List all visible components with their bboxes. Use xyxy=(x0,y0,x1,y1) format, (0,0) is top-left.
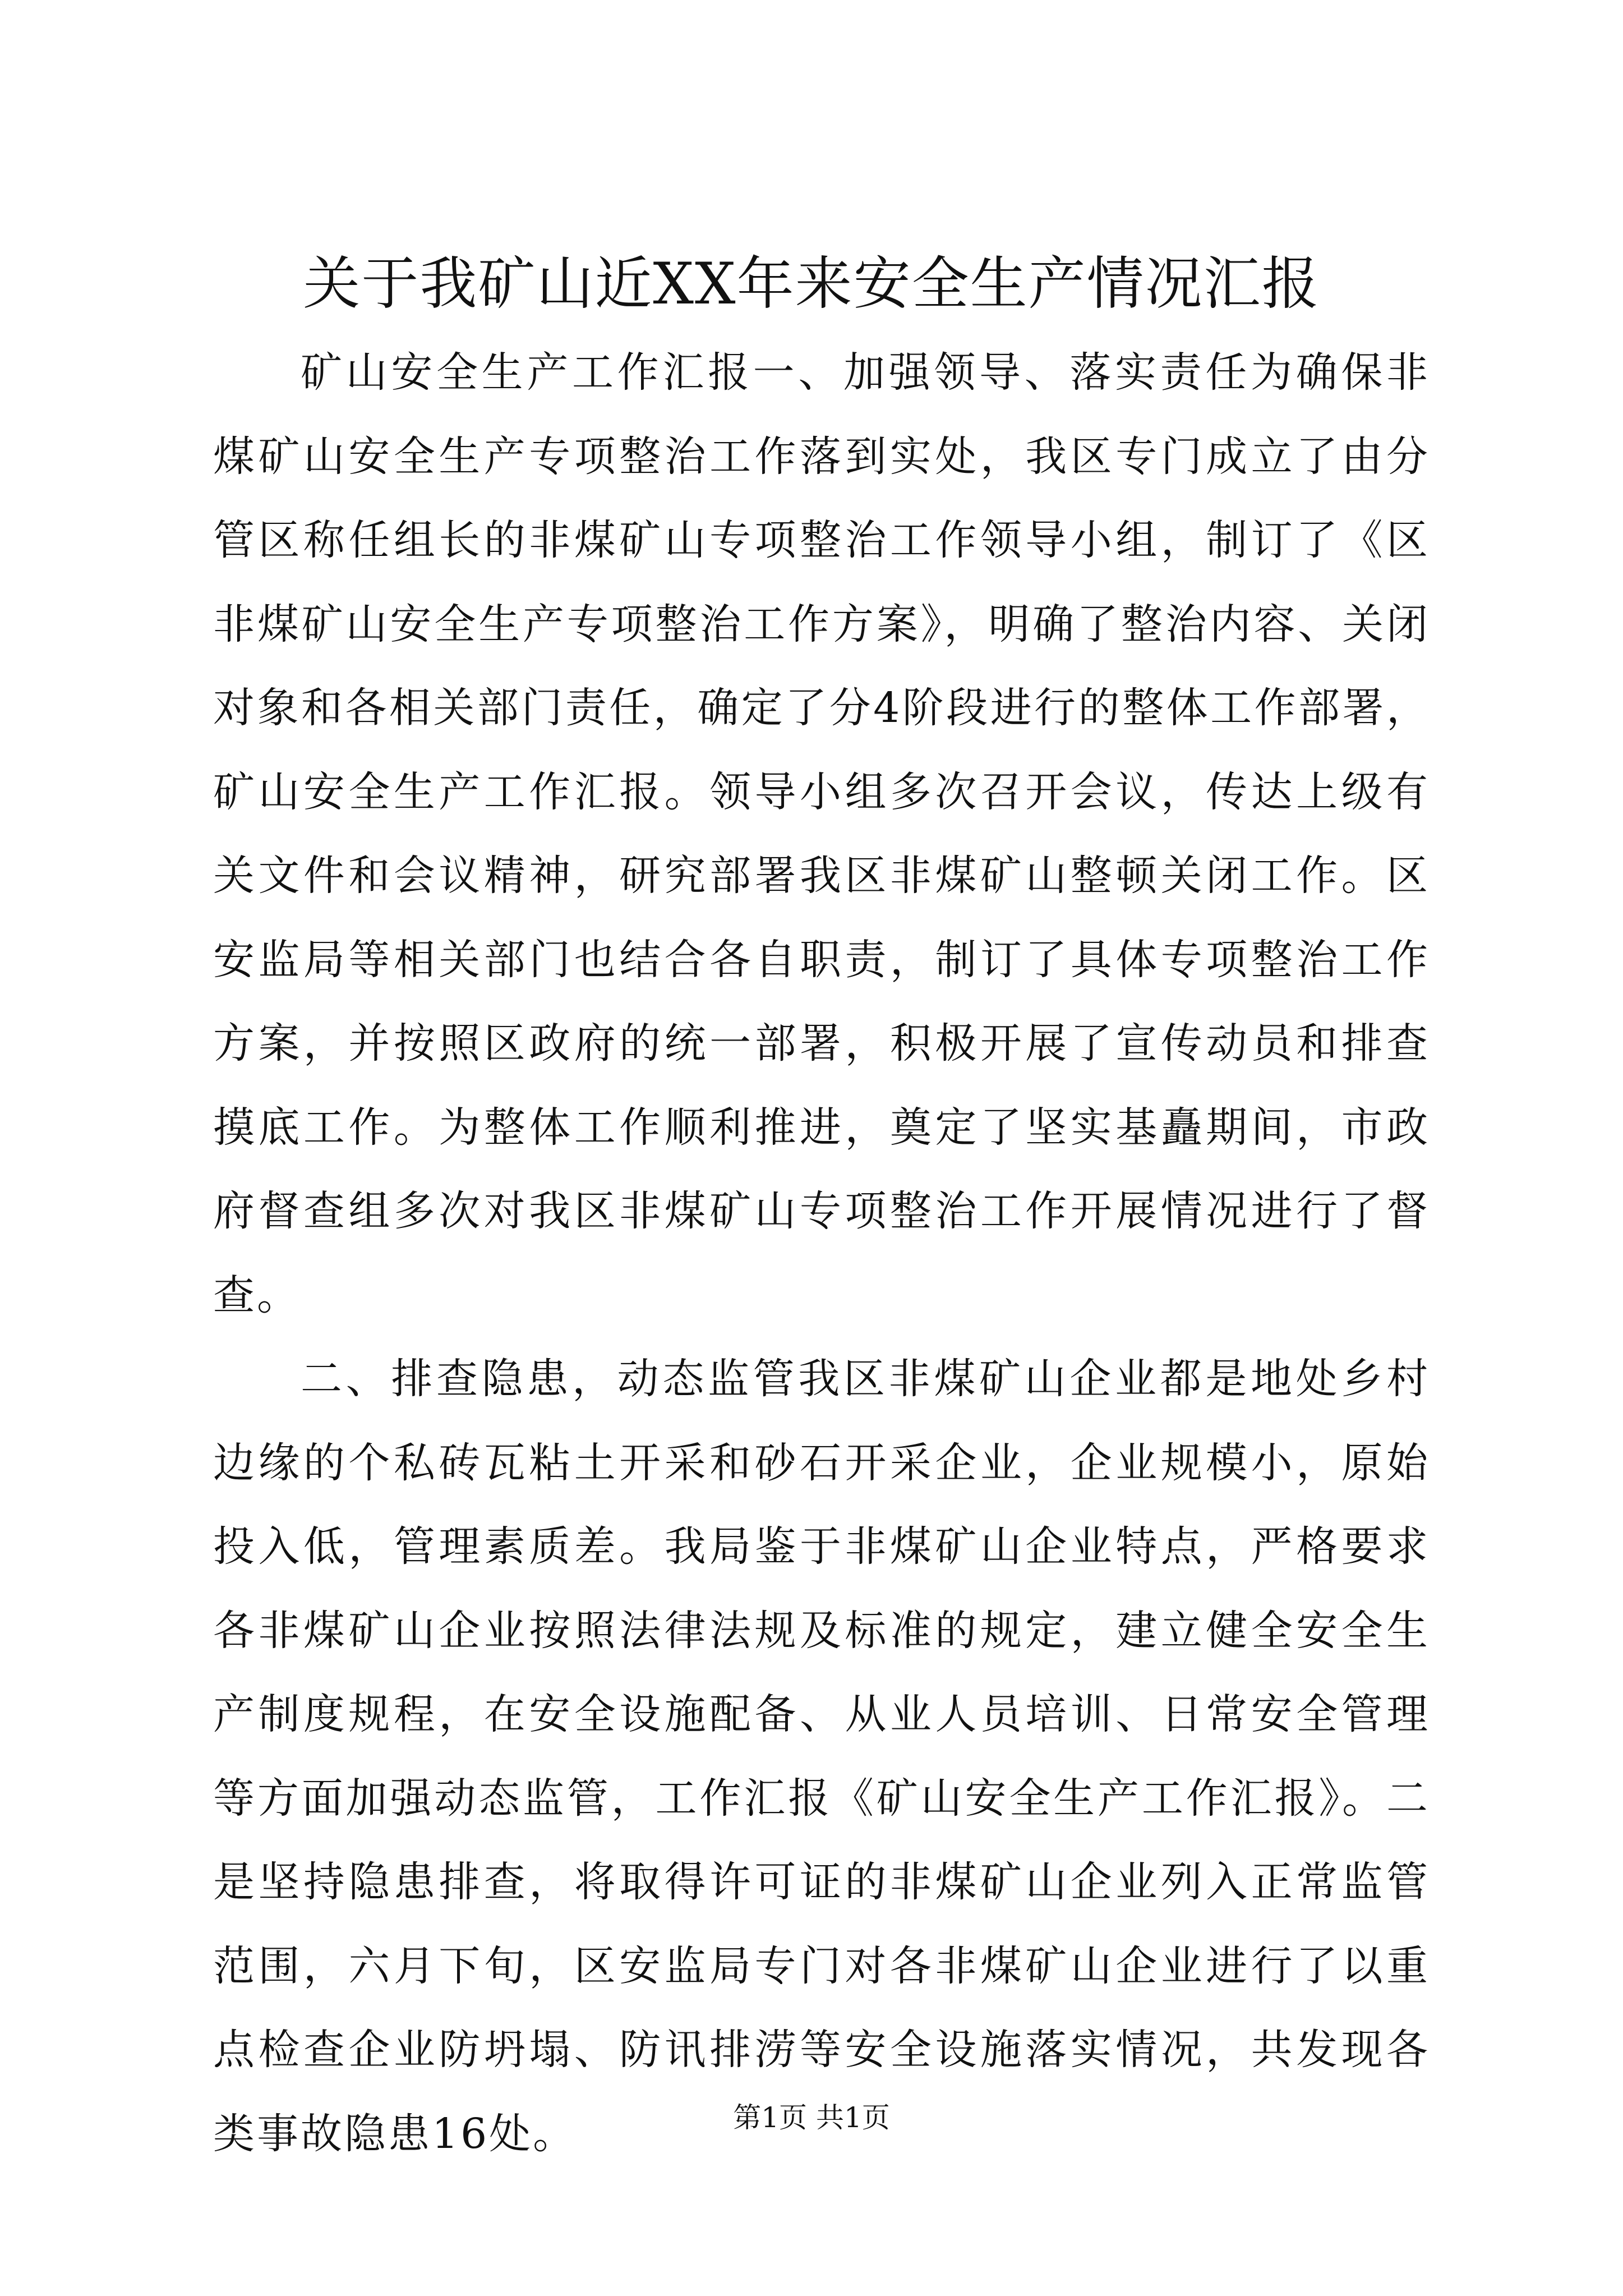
document-title: 关于我矿山近XX年来安全生产情况汇报 xyxy=(303,251,1320,318)
document-body xyxy=(213,331,1430,2176)
body-paragraph-1: 矿山安全生产工作汇报一、加强领导、落实责任为确保非煤矿山安全生产专项整治工作落到实处，我区专门成立了由分管区称任组长的非煤矿山专项整治工作领导小组，制订了《区非煤矿山安全生产专项整治工作方案》，明确了整治内容、关闭对象和各相关部门责任，确定了分4阶段进行的整体工作部署，矿山安全生产工作汇报。领导小组多次召开会议，传达上级有关文件和会议精神，研究部署我区非煤矿山整顿关闭工作。区安监局等相关部门也结合各自职责，制订了具体专项整治工作方案，并按照区政府的统一部署，积极开展了宣传动员和排查摸底工作。为整体工作顺利推进，奠定了坚实基矗期间，市政府督查组多次对我区非煤矿山专项整治工作开展情况进行了督查。 xyxy=(213,348,1430,1319)
page-footer: 第1页 共1页 xyxy=(733,2101,890,2134)
body-paragraph-2: 二、排查隐患，动态监管我区非煤矿山企业都是地处乡村边缘的个私砖瓦粘土开采和砂石开采企业，企业规模小，原始投入低，管理素质差。我局鉴于非煤矿山企业特点，严格要求各非煤矿山企业按照法律法规及标准的规定，建立健全安全生产制度规程，在安全设施配备、从业人员培训、日常安全管理等方面加强动态监管，工作汇报《矿山安全生产工作汇报》。二是坚持隐患排查，将取得许可证的非煤矿山企业列入正常监管范围，六月下旬，区安监局专门对各非煤矿山企业进行了以重点检查企业防坍塌、防讯排涝等安全设施落实情况，共发现各类事故隐患16处。 xyxy=(213,1355,1430,2158)
